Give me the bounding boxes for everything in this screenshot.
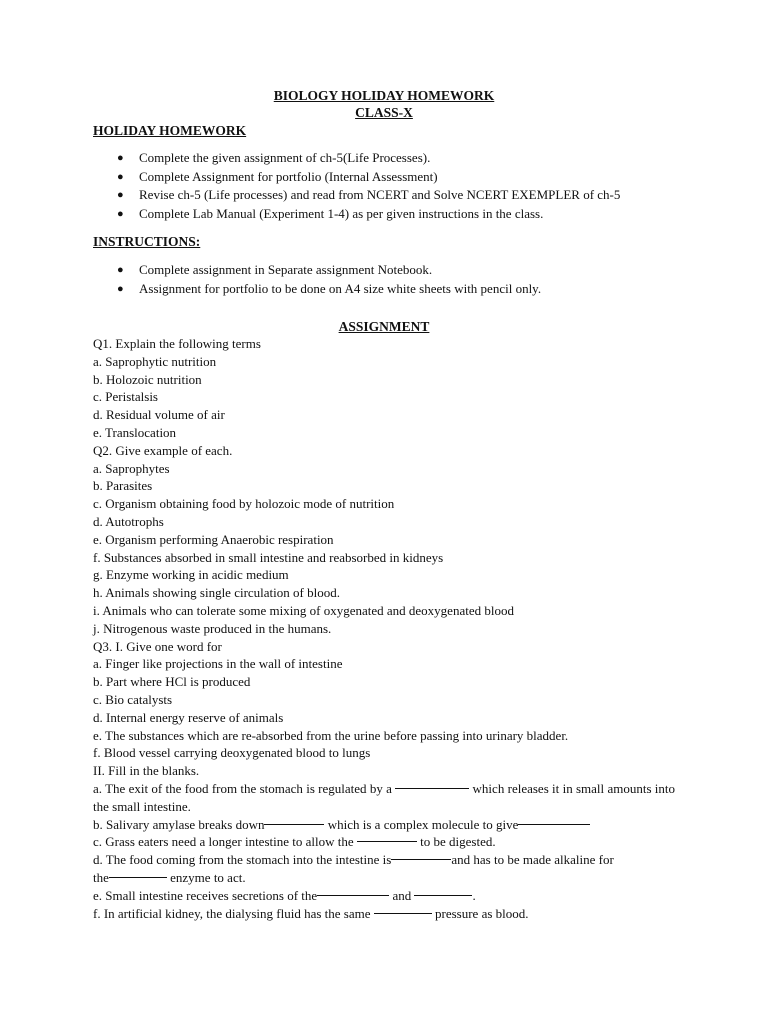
class-label: CLASS-X <box>355 105 413 120</box>
list-item: e. Organism performing Anaerobic respiration <box>93 531 334 547</box>
list-item: j. Nitrogenous waste produced in the humans. <box>93 620 332 636</box>
list-item: a. Saprophytes <box>93 460 170 476</box>
list-item: i. Animals who can tolerate some mixing of oxygenated and deoxygenated blood <box>93 602 514 618</box>
assignment-heading: ASSIGNMENT <box>338 319 430 334</box>
question-title: Q1. Explain the following terms <box>93 336 261 351</box>
list-item: c. Organism obtaining food by holozoic mode of nutrition <box>93 496 395 512</box>
blank-line <box>109 877 167 878</box>
list-item: c. Bio catalysts <box>93 691 173 707</box>
blank-line <box>414 895 472 896</box>
bullet-icon: ● <box>117 207 124 220</box>
fill-blank-a: a. The exit of the food from the stomach is regulated by a which releases it in small amounts into the small intestine. <box>93 780 676 814</box>
list-item: b. Holozoic nutrition <box>93 371 202 387</box>
blank-line <box>264 824 324 825</box>
blank-line <box>391 859 451 860</box>
blank-line <box>317 895 389 896</box>
list-item: a. Finger like projections in the wall of intestine <box>93 656 343 672</box>
blank-line <box>395 788 469 789</box>
document-page <box>93 87 675 922</box>
bullet-icon: ● <box>117 152 124 164</box>
list-item: b. Part where HCl is produced <box>93 674 251 690</box>
fill-blank-d: d. The food coming from the stomach into the intestine is and has to be made alkaline for the enzyme to act. <box>93 852 614 885</box>
list-item: f. Substances absorbed in small intestine and reabsorbed in kidneys <box>93 549 444 565</box>
list-item: d. Autotrophs <box>93 513 164 529</box>
list-item: g. Enzyme working in acidic medium <box>93 567 289 583</box>
question-3 <box>93 638 675 923</box>
question-title: Q2. Give example of each. <box>93 442 233 458</box>
list-item: c. Peristalsis <box>93 389 158 405</box>
question-2 <box>93 442 675 638</box>
list-item: b. Parasites <box>93 478 153 494</box>
question-subtitle: II. Fill in the blanks. <box>93 763 200 779</box>
fill-blank-b: b. Salivary amylase breaks down which is a complex molecule to give <box>93 816 675 834</box>
list-item: f. Blood vessel carrying deoxygenated blood to lungs <box>93 745 371 761</box>
list-item: ● Complete the given assignment of ch-5(Life Processes). <box>93 149 675 168</box>
list-item: e. Translocation <box>93 424 177 440</box>
list-item: ● Complete Assignment for portfolio (Internal Assessment) <box>93 168 675 187</box>
blank-line <box>374 913 432 914</box>
instructions-list <box>93 261 675 298</box>
fill-blank-f: f. In artificial kidney, the dialysing fluid has the same pressure as blood. <box>93 905 529 921</box>
list-item: e. The substances which are re-absorbed from the urine before passing into urinary bladder. <box>93 727 569 743</box>
blank-line <box>518 824 590 825</box>
document-title: BIOLOGY HOLIDAY HOMEWORK <box>273 88 495 103</box>
instructions-heading: INSTRUCTIONS: <box>93 234 201 249</box>
bullet-icon: ● <box>117 170 124 183</box>
fill-blank-c: c. Grass eaters need a longer intestine to allow the to be digested. <box>93 834 496 850</box>
list-item: d. Residual volume of air <box>93 407 225 423</box>
fill-blank-e: e. Small intestine receives secretions of the and . <box>93 887 476 903</box>
list-item: ● Complete assignment in Separate assignment Notebook. <box>93 261 675 280</box>
question-1 <box>93 335 675 442</box>
bullet-icon: ● <box>117 264 124 276</box>
list-item: ● Revise ch-5 (Life processes) and read from NCERT and Solve NCERT EXEMPLER of ch-5 <box>93 186 675 205</box>
bullet-icon: ● <box>117 282 124 295</box>
holiday-homework-heading: HOLIDAY HOMEWORK <box>93 123 247 138</box>
blank-line <box>357 841 417 842</box>
question-title: Q3. I. Give one word for <box>93 638 222 654</box>
holiday-homework-list <box>93 149 675 223</box>
list-item: d. Internal energy reserve of animals <box>93 709 284 725</box>
list-item: h. Animals showing single circulation of blood. <box>93 585 340 601</box>
list-item: ● Assignment for portfolio to be done on A4 size white sheets with pencil only. <box>93 280 675 299</box>
bullet-icon: ● <box>117 189 124 201</box>
list-item: ● Complete Lab Manual (Experiment 1-4) as per given instructions in the class. <box>93 205 675 224</box>
list-item: a. Saprophytic nutrition <box>93 353 217 369</box>
